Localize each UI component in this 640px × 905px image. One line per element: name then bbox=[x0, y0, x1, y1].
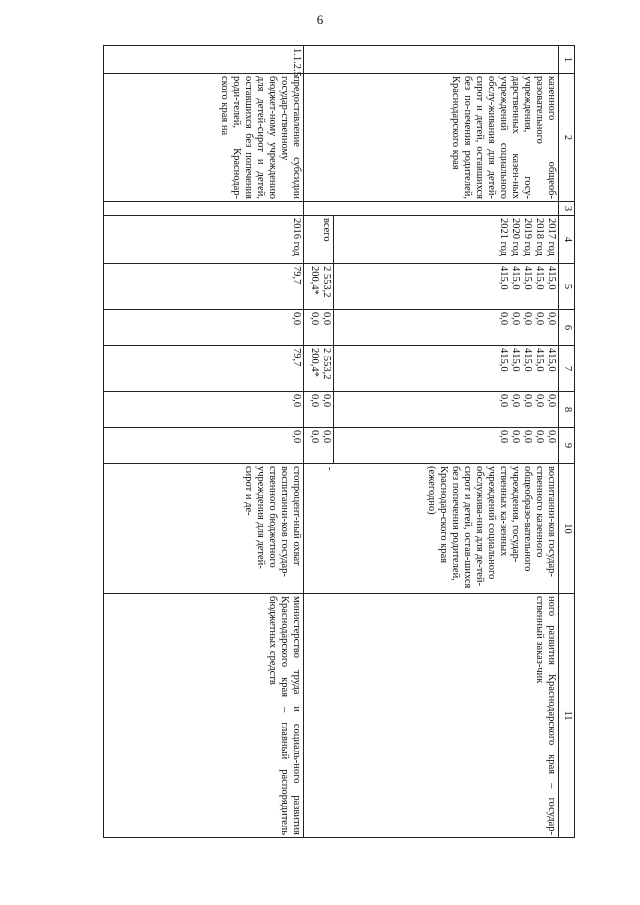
col-header-2: 2 bbox=[559, 74, 575, 202]
cell-id bbox=[304, 46, 559, 74]
table-row bbox=[334, 46, 559, 838]
year-label: 2021 год bbox=[498, 218, 509, 256]
cell-total-col8 bbox=[304, 392, 334, 428]
value: 0,0 bbox=[498, 430, 509, 444]
year-label: 2020 год bbox=[510, 218, 521, 256]
cell-col9: 0,0 bbox=[104, 428, 304, 464]
value: 0,0 bbox=[498, 394, 509, 408]
cell-years bbox=[334, 216, 559, 264]
value: 415,0 bbox=[546, 266, 557, 290]
total-result-dash: - bbox=[324, 467, 335, 471]
cell-col9 bbox=[334, 428, 559, 464]
cell-id: 1.1.2.5 bbox=[104, 46, 304, 74]
cell-col7: 79,7 bbox=[104, 346, 304, 392]
program-measures-table bbox=[103, 45, 575, 838]
value: 0,0 bbox=[534, 394, 545, 408]
col-header-6: 6 bbox=[559, 310, 575, 346]
cell-customer: ного развития Краснодарского края – государ-ственный заказ-чик bbox=[304, 594, 559, 838]
value: 0,0 bbox=[546, 430, 557, 444]
col-header-10: 10 bbox=[559, 464, 575, 594]
value: 200,4* bbox=[309, 266, 320, 295]
value: 0,0 bbox=[522, 312, 533, 326]
cell-col8: 0,0 bbox=[104, 392, 304, 428]
cell-total-col5 bbox=[304, 264, 334, 310]
col-header-8: 8 bbox=[559, 392, 575, 428]
value: 415,0 bbox=[534, 266, 545, 290]
year-label: 2017 год bbox=[546, 218, 557, 256]
value: 415,0 bbox=[534, 348, 545, 372]
value: 415,0 bbox=[522, 266, 533, 290]
cell-total-col9 bbox=[304, 428, 334, 464]
value: 0,0 bbox=[510, 312, 521, 326]
col-header-1: 1 bbox=[559, 46, 575, 74]
value: 0,0 bbox=[498, 312, 509, 326]
cell-col3 bbox=[304, 202, 559, 216]
value: 0,0 bbox=[534, 312, 545, 326]
value: 0,0 bbox=[321, 394, 332, 408]
rotated-table-container bbox=[90, 45, 575, 835]
value: 415,0 bbox=[510, 348, 521, 372]
col-header-9: 9 bbox=[559, 428, 575, 464]
value: 0,0 bbox=[522, 430, 533, 444]
cell-result: стопроцент-ный охват воспитанни-ков государ-ственного бюджетного учреждения для детей-сирот и де- bbox=[104, 464, 304, 594]
value: 0,0 bbox=[510, 394, 521, 408]
cell-total-label: всего bbox=[304, 216, 334, 264]
header-row bbox=[559, 46, 575, 838]
value: 0,0 bbox=[321, 430, 332, 444]
year-label: 2018 год bbox=[534, 218, 545, 256]
cell-col5: 79,7 bbox=[104, 264, 304, 310]
value: 0,0 bbox=[546, 312, 557, 326]
value: 0,0 bbox=[309, 312, 320, 326]
cell-total-col6 bbox=[304, 310, 334, 346]
table-row bbox=[104, 46, 304, 838]
value: 415,0 bbox=[546, 348, 557, 372]
value: 0,0 bbox=[534, 430, 545, 444]
cell-col8 bbox=[334, 392, 559, 428]
value: 415,0 bbox=[522, 348, 533, 372]
value: 0,0 bbox=[321, 312, 332, 326]
value: 415,0 bbox=[498, 266, 509, 290]
value: 0,0 bbox=[522, 394, 533, 408]
cell-col6 bbox=[334, 310, 559, 346]
col-header-3: 3 bbox=[559, 202, 575, 216]
cell-col6: 0,0 bbox=[104, 310, 304, 346]
value: 0,0 bbox=[510, 430, 521, 444]
value: 0,0 bbox=[546, 394, 557, 408]
col-header-4: 4 bbox=[559, 216, 575, 264]
cell-col3 bbox=[104, 202, 304, 216]
value: 0,0 bbox=[309, 394, 320, 408]
col-header-11: 11 bbox=[559, 594, 575, 838]
cell-description: казенного общеоб-разовательного учреждения, госу-дарственных казен-ных учреждений социального обслу-живания для детей-сирот и детей, оставшихся без по-печения родителей, Краснодарского края bbox=[304, 74, 559, 202]
value: 415,0 bbox=[510, 266, 521, 290]
value: 2 553,2 bbox=[321, 266, 332, 298]
cell-year: 2016 год bbox=[104, 216, 304, 264]
value: 2 553,2 bbox=[321, 348, 332, 380]
col-header-5: 5 bbox=[559, 264, 575, 310]
value: 0,0 bbox=[309, 430, 320, 444]
cell-col7 bbox=[334, 346, 559, 392]
cell-result: воспитанни-ков государ-ственного казенного общеобразо-вательного учреждения, государ-ственных ка-зенных учреждений социального обслужива-ния для де-тей-сирот и детей, остав-шихся без попечения родителей, Краснодар-ского края (ежегодно) bbox=[304, 464, 559, 594]
cell-col5 bbox=[334, 264, 559, 310]
cell-description: предоставление субсидии государ-ственному бюджет-ному учреждению для детей-сирот и детей, оставшихся без попечения роди-телей, Краснодар-ского края на bbox=[104, 74, 304, 202]
cell-total-col7 bbox=[304, 346, 334, 392]
col-header-7: 7 bbox=[559, 346, 575, 392]
value: 415,0 bbox=[498, 348, 509, 372]
page-number: 6 bbox=[316, 12, 324, 27]
value: 200,4* bbox=[309, 348, 320, 377]
cell-customer: министерство труда и социаль-ного развития Краснодарского края – главный распорядитель бюджетных средств bbox=[104, 594, 304, 838]
year-label: 2019 год bbox=[522, 218, 533, 256]
